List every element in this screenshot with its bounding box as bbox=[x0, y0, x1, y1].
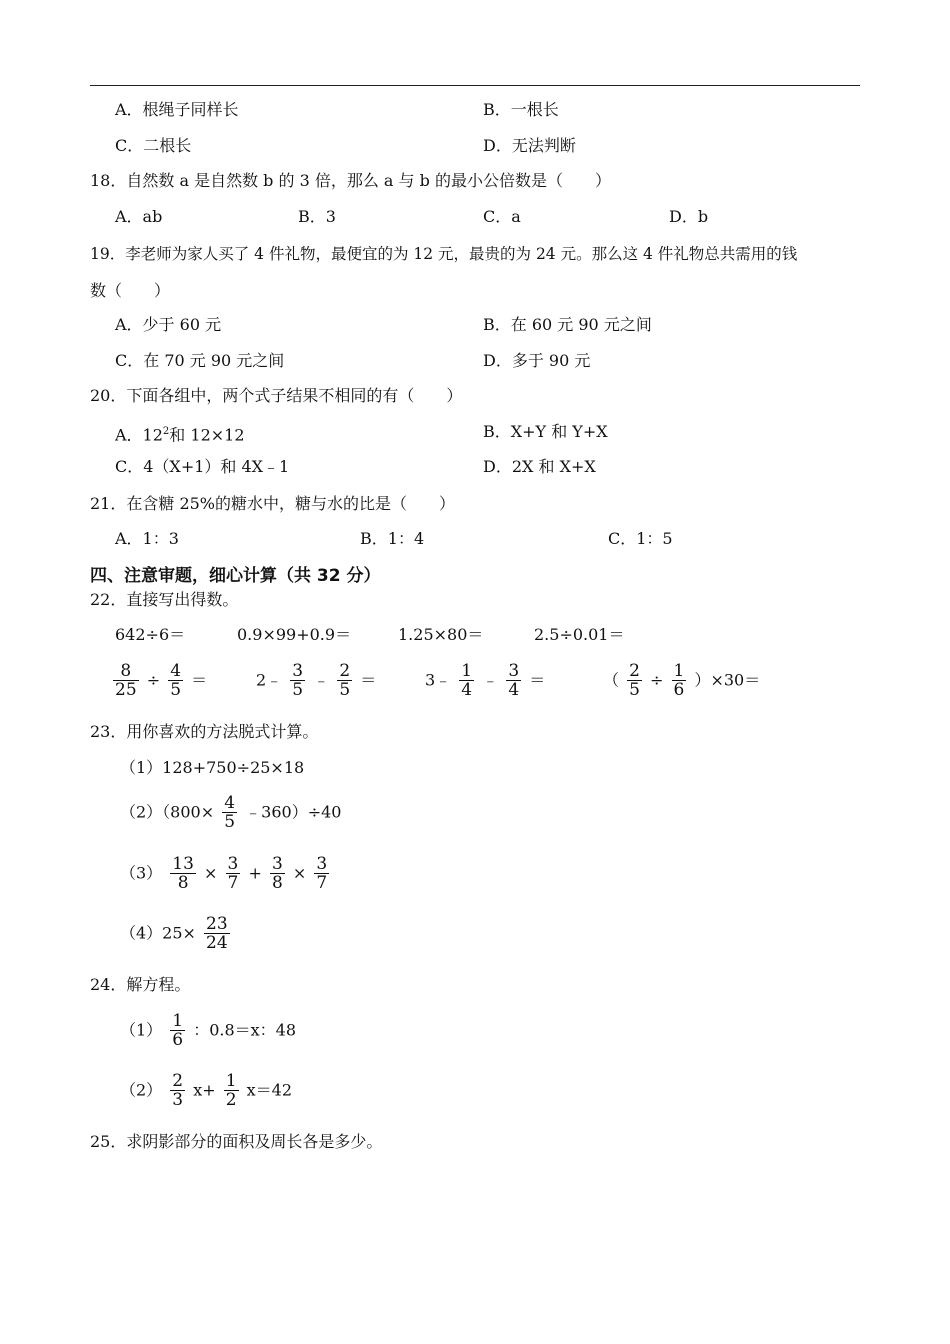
q22-calc-2: 0.9×99+0.9＝ bbox=[237, 625, 352, 644]
q22-frac-calc-4: （ $\frac{2}{5}$ ÷ $\frac{1}{6}$ ）×30＝ bbox=[603, 661, 761, 700]
q17-option-b: B．一根长 bbox=[483, 100, 559, 119]
fraction: $\frac{1}{6}$ bbox=[172, 1011, 184, 1050]
fraction: $\frac{3}{8}$ bbox=[271, 854, 283, 893]
q21-stem: 21．在含糖 25%的糖水中，糖与水的比是（ ） bbox=[90, 494, 456, 513]
q21-option-c: C．1：5 bbox=[608, 529, 673, 548]
q19-stem-line2: 数（ ） bbox=[90, 281, 171, 300]
q19-option-d: D．多于 90 元 bbox=[483, 351, 591, 370]
fraction: $\frac{8}{25}$ bbox=[115, 661, 137, 700]
q20-option-c: C．4（X+1）和 4X﹣1 bbox=[115, 457, 290, 476]
fraction: $\frac{2}{5}$ bbox=[339, 661, 351, 700]
q20-stem: 20．下面各组中，两个式子结果不相同的有（ ） bbox=[90, 386, 463, 405]
fraction: $\frac{1}{2}$ bbox=[225, 1071, 237, 1110]
q21-option-b: B．1：4 bbox=[360, 529, 425, 548]
q20-option-a-rest: 和 12×12 bbox=[169, 425, 245, 445]
q22-frac-calc-3: 3﹣ $\frac{1}{4}$ ﹣ $\frac{3}{4}$ ＝ bbox=[425, 661, 546, 700]
q24-part-1: （1） $\frac{1}{6}$ ：0.8＝x：48 bbox=[120, 1011, 297, 1050]
q20-option-d: D．2X 和 X+X bbox=[483, 457, 596, 476]
fraction: $\frac{4}{5}$ bbox=[224, 793, 236, 832]
q20-option-a-exponent: 2 bbox=[162, 426, 170, 437]
section-4-title: 四、注意审题，细心计算（共 32 分） bbox=[90, 566, 381, 586]
q18-stem: 18．自然数 a 是自然数 b 的 3 倍，那么 a 与 b 的最小公倍数是（ ） bbox=[90, 171, 611, 190]
fraction: $\frac{3}{5}$ bbox=[292, 661, 304, 700]
fraction: $\frac{4}{5}$ bbox=[170, 661, 182, 700]
q17-option-c: C．二根长 bbox=[115, 136, 192, 155]
fraction: $\frac{23}{24}$ bbox=[206, 914, 228, 953]
q17-option-d: D．无法判断 bbox=[483, 136, 576, 155]
q17-option-a: A．根绳子同样长 bbox=[115, 100, 239, 119]
q24-part-2: （2） $\frac{2}{3}$ x+ $\frac{1}{2}$ x＝42 bbox=[120, 1071, 293, 1110]
q19-option-a: A．少于 60 元 bbox=[115, 315, 222, 334]
q18-option-c: C．a bbox=[483, 207, 521, 226]
q19-option-c: C．在 70 元 90 元之间 bbox=[115, 351, 285, 370]
header-rule bbox=[90, 85, 860, 86]
q23-part-3: （3） $\frac{13}{8}$ × $\frac{3}{7}$ + $\frac{3}{8}$ × $\frac{3}{7}$ bbox=[120, 854, 328, 893]
q25-stem: 25．求阴影部分的面积及周长各是多少。 bbox=[90, 1132, 383, 1151]
fraction: $\frac{3}{7}$ bbox=[227, 854, 239, 893]
q21-option-a: A．1：3 bbox=[115, 529, 179, 548]
q22-stem: 22．直接写出得数。 bbox=[90, 590, 239, 609]
q19-stem-line1: 19．李老师为家人买了 4 件礼物，最便宜的为 12 元，最贵的为 24 元。那么这 4 件礼物总共需用的钱 bbox=[90, 245, 798, 263]
q22-calc-3: 1.25×80＝ bbox=[398, 625, 484, 644]
q20-option-a bbox=[115, 422, 245, 445]
q18-option-a: A．ab bbox=[115, 207, 163, 226]
q18-option-d: D．b bbox=[669, 207, 709, 226]
q22-calc-4: 2.5÷0.01＝ bbox=[534, 625, 625, 644]
q20-option-b: B．X+Y 和 Y+X bbox=[483, 422, 608, 441]
fraction: $\frac{3}{4}$ bbox=[508, 661, 520, 700]
fraction: $\frac{2}{3}$ bbox=[172, 1071, 184, 1110]
fraction: $\frac{1}{6}$ bbox=[673, 661, 685, 700]
q22-calc-1: 642÷6＝ bbox=[115, 625, 186, 644]
q22-frac-calc-1: $\frac{8}{25}$ ÷ $\frac{4}{5}$ ＝ bbox=[115, 661, 208, 700]
fraction: $\frac{1}{4}$ bbox=[461, 661, 473, 700]
q23-part-1: （1）128+750÷25×18 bbox=[120, 758, 305, 777]
q19-option-b: B．在 60 元 90 元之间 bbox=[483, 315, 652, 334]
q18-option-b: B．3 bbox=[298, 207, 336, 226]
fraction: $\frac{2}{5}$ bbox=[629, 661, 640, 700]
q24-stem: 24．解方程。 bbox=[90, 975, 191, 994]
q23-part-2: （2）（800× $\frac{4}{5}$ ﹣360）÷40 bbox=[120, 793, 342, 832]
q23-part-4: （4）25× $\frac{23}{24}$ bbox=[120, 914, 228, 953]
fraction: $\frac{13}{8}$ bbox=[172, 854, 194, 893]
q22-frac-calc-2: 2﹣ $\frac{3}{5}$ ﹣ $\frac{2}{5}$ ＝ bbox=[256, 661, 377, 700]
fraction: $\frac{3}{7}$ bbox=[316, 854, 328, 893]
q20-option-a-base: A．12 bbox=[115, 425, 163, 445]
q23-stem: 23．用你喜欢的方法脱式计算。 bbox=[90, 722, 319, 741]
